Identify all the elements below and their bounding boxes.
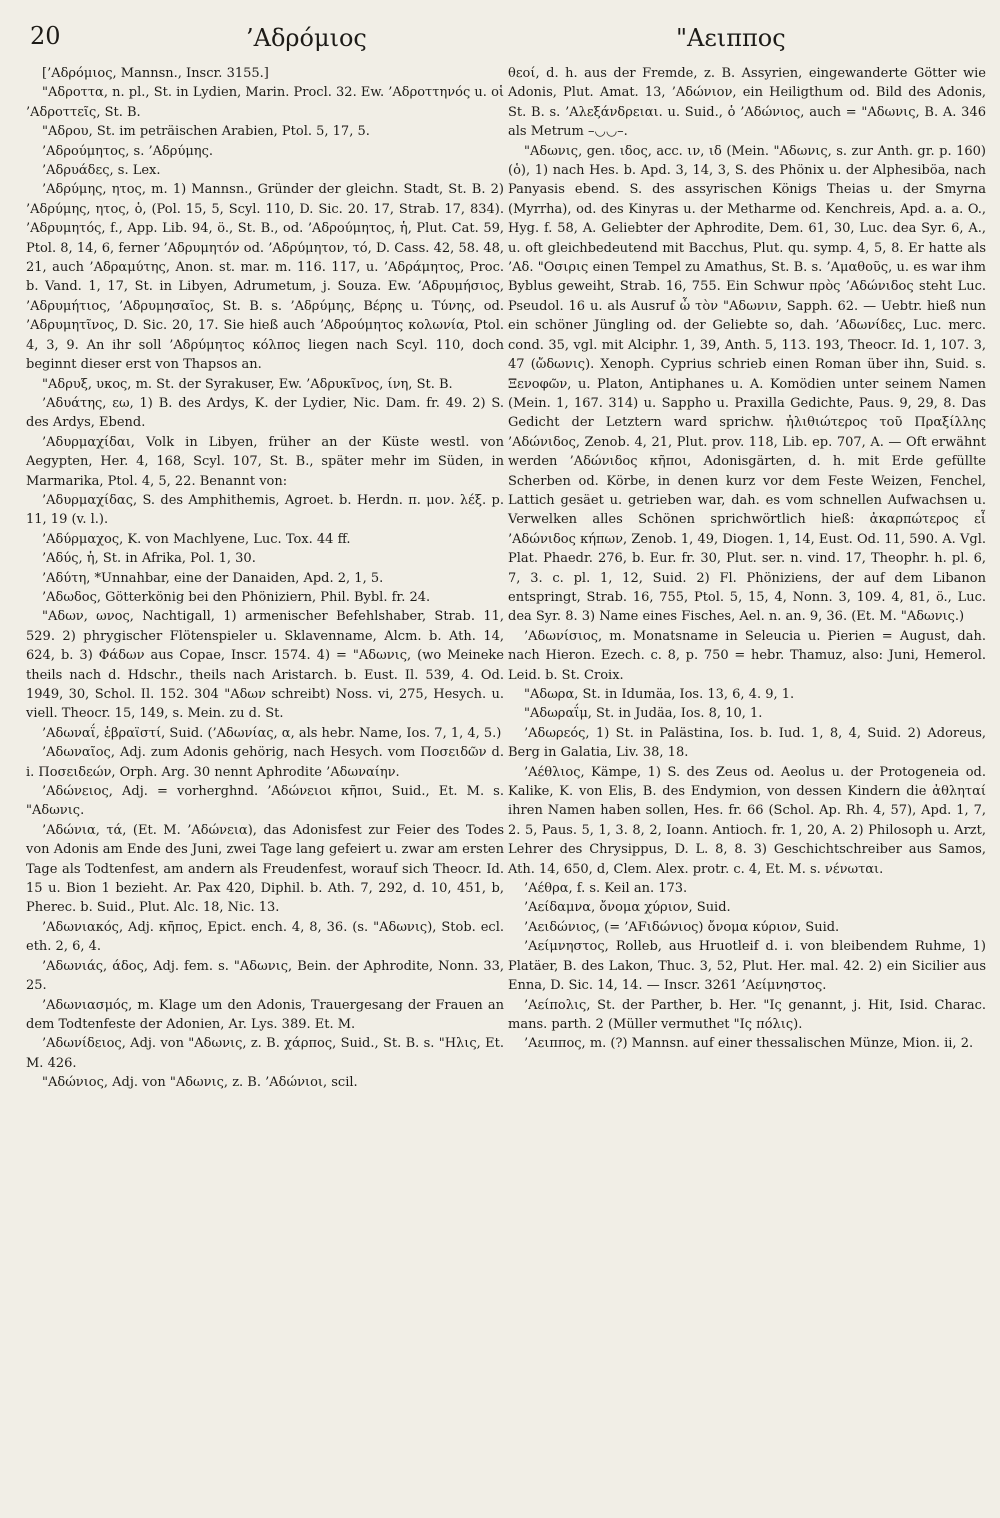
entry: "Αδρου, St. im peträischen Arabien, Ptol. 5, 17, 5. xyxy=(42,124,370,140)
entry: "Αδρυξ, υκος, m. St. der Syrakuser, Ew. ’Αδρυκῖνος, ίνη, St. B. xyxy=(42,376,453,392)
right-column xyxy=(508,64,986,1054)
entry: ’Αείπολις, St. der Parther, b. Her. "Ις genannt, j. Hit, Isid. Charac. mans. parth. 2 (Müller vermuthet "Ις πόλις). xyxy=(508,997,986,1032)
entry: ’Αδωναῖος, Adj. zum Adonis gehörig, nach Hesych. vom Ποσειδῶν d. i. Ποσειδεών, Orph. Arg. 30 nennt Aphrodite ’Αδωναίην. xyxy=(26,745,504,780)
entry: "Αδωνις, gen. ιδος, acc. ιν, ιδ (Mein. "Αδωνις, s. zur Anth. gr. p. 160) (ὁ), 1) nach Hes. b. Apd. 3, 14, 3, S. des Phönix u. der Alphesiböa, nach Panyasis ebend. S. des assyrischen Königs Theias u. der Smyrna (Myrrha), od. des Kinyras u. der Metharme od. Kenchreis, Apd. a. a. O., Hyg. f. 58, A. Geliebter der Aphrodite, Dem. 61, 30, Luc. dea Syr. 6, A., u. oft gleichbedeutend mit Bacchus, Plut. qu. symp. 4, 5, 8. Er hatte als ’Αδ. "Οσιρις einen Tempel zu Amathus, St. B. s. ’Αμαθοῦς, u. es war ihm Byblus geweiht, Strab. 16, 755. Ein Schwur πρὸς ’Αδώνιδος steht Luc. Pseudol. 16 u. als Ausruf ὦ τὸν "Αδωνιν, Sapph. 62. — Uebtr. hieß nun ein schöner Jüngling od. der Geliebte so, dah. ’Αδωνίδες, Luc. merc. cond. 35, vgl. mit Alciphr. 1, 39, Anth. 5, 113. 193, Theocr. Id. 1, 107. 3, 47 (ὤδωνις). Xenoph. Cyprius schrieb einen Roman über ihn, Suid. s. Ξενοφῶν, u. Platon, Antiphanes u. A. Komödien unter seinem Namen (Mein. 1, 167. 314) u. Sappho u. Praxilla Gedichte, Paus. 9, 29, 8. Das Gedicht der Letztern ward sprichw. ἠλιθιώτερος τοῦ Πραξίλλης ’Αδώνιδος, Zenob. 4, 21, Plut. prov. 118, Lib. ep. 707, A. — Oft erwähnt werden ’Αδώνιδος κῆποι, Adonisgärten, d. h. mit Erde gefüllte Scherben od. Körbe, in denen kurz vor dem Feste Weizen, Fenchel, Lattich gesäet u. getrieben war, dah. es vom schnellen Aufwachsen u. Verwelken alles Schönen sprichwörtlich hieß: ἀκαρπώτερος εἶ ’Αδώνιδος κήπων, Zenob. 1, 49, Diogen. 1, 14, Eust. Od. 11, 590. A. Vgl. Plat. Phaedr. 276, b. Eur. fr. 30, Plut. ser. n. vind. 17, Theophr. h. pl. 6, 7, 3. c. pl. 1, 12, Suid. 2) Fl. Phöniziens, der auf dem Libanon entspringt, Strab. 16, 755, Ptol. 5, 15, 4, Nonn. 3, 109. 4, 81, ö., Luc. dea Syr. 8. 3) Name eines Fisches, Ael. n. an. 9, 36. (Et. M. "Αδωνις.) xyxy=(508,143,986,625)
entry: ’Αδύρμαχος, K. von Machlyene, Luc. Tox. 44 ff. xyxy=(42,531,351,547)
entry: ’Αδώνειος, Adj. = vorherghnd. ’Αδώνειοι κῆποι, Suid., Et. M. s. "Αδωνις. xyxy=(26,784,504,819)
entry: ’Αδωνιασμός, m. Klage um den Adonis, Trauergesang der Frauen an dem Todtenfeste der Adonien, Ar. Lys. 389. Et. M. xyxy=(26,997,504,1032)
entry: ’Αδυρμαχίδαι, Volk in Libyen, früher an der Küste westl. von Aegypten, Her. 4, 168, Scyl. 107, St. B., später mehr im Süden, in Marmarika, Ptol. 4, 5, 22. Benannt von: xyxy=(26,434,504,489)
left-column xyxy=(26,64,504,1093)
left-running-headword: ’Αδρόμιος xyxy=(246,24,367,52)
entry: ’Αείδαμνα, ὄνομα χύριον, Suid. xyxy=(524,900,731,916)
entry: [’Αδρόμιος, Mannsn., Inscr. 3155.] xyxy=(42,66,269,81)
entry: ’Αδρούμητος, s. ’Αδρύμης. xyxy=(42,143,213,159)
entry: ’Αδωνιάς, άδος, Adj. fem. s. "Αδωνις, Bein. der Aphrodite, Nonn. 33, 25. xyxy=(26,958,504,994)
entry: ’Αειππος, m. (?) Mannsn. auf einer thessalischen Münze, Mion. ii, 2. xyxy=(524,1036,974,1052)
entry: "Αδώνιος, Adj. von "Αδωνις, z. B. ’Αδώνιοι, scil. xyxy=(42,1075,358,1091)
entry: "Αδροττα, n. pl., St. in Lydien, Marin. Procl. 32. Ew. ’Αδροττηνός u. οἱ ’Αδροττεῖς, St. B. xyxy=(26,85,504,120)
entry: ’Αδύς, ἡ, St. in Afrika, Pol. 1, 30. xyxy=(42,551,256,567)
right-running-headword: "Αειππος xyxy=(676,24,786,52)
entry: ’Αδωρεός, 1) St. in Palästina, Ios. b. Iud. 1, 8, 4, Suid. 2) Adoreus, Berg in Galatia, Liv. 38, 18. xyxy=(508,725,986,761)
entry: ’Αδώνια, τά, (Et. M. ’Αδώνεια), das Adonisfest zur Feier des Todes von Adonis am Ende des Juni, zwei Tage lang gefeiert u. zwar am ersten Tage als Todtenfest, am andern als Freudenfest, worauf sich Theocr. Id. 15 u. Bion 1 bezieht. Ar. Pax 420, Diphil. b. Ath. 7, 292, d. 10, 451, b, Pherec. b. Suid., Plut. Alc. 18, Nic. 13. xyxy=(26,822,504,916)
entry: "Αδωρα, St. in Idumäa, Ios. 13, 6, 4. 9, 1. xyxy=(524,687,795,702)
entry: ’Αδωνιακός, Adj. κῆπος, Epict. ench. 4, 8, 36. (s. "Αδωνις), Stob. ecl. eth. 2, 6, 4. xyxy=(26,919,504,955)
entry: ’Αδωνίσιος, m. Monatsname in Seleucia u. Pierien = August, dah. nach Hieron. Ezech. c. 8, p. 750 = hebr. Thamuz, also: Juni, Hemerol. Leid. b. St. Croix. xyxy=(508,628,986,683)
entry: θεοί, d. h. aus der Fremde, z. B. Assyrien, eingewanderte Götter wie Adonis, Plut. Amat. 13, ’Αδώνιον, ein Heiligthum od. Bild des Adonis, St. B. s. ’Αλεξάνδρειαι. u. Suid., ὁ ’Αδώνιος, auch = "Αδωνις, B. A. 346 als Metrum –◡◡–. xyxy=(508,66,986,140)
entry: ’Αέθλιος, Kämpe, 1) S. des Zeus od. Aeolus u. der Protogeneia od. Kalike, K. von Elis, B. des Endymion, von dessen Kindern die ἀθληταί ihren Namen haben sollen, Hes. fr. 66 (Schol. Ap. Rh. 4, 57), Apd. 1, 7, 2. 5, Paus. 5, 1, 3. 8, 2, Ioann. Antioch. fr. 1, 20, A. 2) Philosoph u. Arzt, Lehrer des Chrysippus, D. L. 8, 8. 3) Geschichtschreiber aus Samos, Ath. 14, 650, d, Clem. Alex. protr. c. 4, Et. M. s. νένωται. xyxy=(508,764,986,877)
entry: ’Αέθρα, f. s. Keil an. 173. xyxy=(524,881,688,897)
entry: ’Αειδώνιος, (= ’ΑFιδώνιος) ὄνομα κύριον, Suid. xyxy=(524,919,840,935)
entry: ’Αδωναΐ, ἑβραϊστί, Suid. (’Αδωνίας, α, als hebr. Name, Ios. 7, 1, 4, 5.) xyxy=(42,725,502,741)
entry: "Αδων, ωνος, Nachtigall, 1) armenischer Befehlshaber, Strab. 11, 529. 2) phrygischer Flötenspieler u. Sklavenname, Alcm. b. Ath. 14, 624, b. 3) Φάδων aus Copae, Inscr. 1574. 4) = "Αδωνις, (wo Meineke theils nach d. Hdschr., theils nach Aristarch. b. Eust. Il. 539, 4. Od. 1949, 30, Schol. Il. 152. 304 "Αδων schreibt) Noss. vi, 275, Hesych. u. viell. Theocr. 15, 149, s. Mein. zu d. St. xyxy=(26,609,504,722)
page-number: 20 xyxy=(30,22,61,50)
entry: "Αδωραΐμ, St. in Judäa, Ios. 8, 10, 1. xyxy=(524,706,763,722)
entry: ’Αείμνηστος, Rolleb, aus Hruotleif d. i. von bleibendem Ruhme, 1) Platäer, B. des Lakon, Thuc. 3, 52, Plut. Her. mal. 42. 2) ein Sicilier aus Enna, D. Sic. 14, 14. — Inscr. 3261 ’Αείμνηστος. xyxy=(508,939,986,994)
entry: ’Αδρυάδες, s. Lex. xyxy=(42,163,161,179)
entry: ’Αδρύμης, ητος, m. 1) Mannsn., Gründer der gleichn. Stadt, St. B. 2) ’Αδρύμης, ητος, ὁ, (Pol. 15, 5, Scyl. 110, D. Sic. 20. 17, Strab. 17, 834). ’Αδρυμητός, f., App. Lib. 94, ö., St. B., od. ’Αδρούμητος, ἡ, Plut. Cat. 59, Ptol. 8, 14, 6, ferner ’Αδρυμητόν od. ’Αδρύμητον, τό, D. Cass. 42, 58. 48, 21, auch ’Αδραμύτης, Anon. st. mar. m. 116. 117, u. ’Αδράμητος, Proc. b. Vand. 1, 17, St. in Libyen, Adrumetum, j. Souza. Ew. ’Αδρυμήσιος, ’Αδρυμήτιος, ’Αδρυμησαῖος, St. B. s. ’Αδρύμης, Βέρης u. Τύνης, od. ’Αδρυμητῖνος, D. Sic. 20, 17. Sie hieß auch ’Αδρούμητος κολωνία, Ptol. 4, 3, 9. An ihr soll ’Αδρύμητος κόλπος liegen nach Scyl. 110, doch beginnt dieser erst von Thapsos an. xyxy=(26,182,504,373)
page-header xyxy=(0,0,1000,60)
entry: ’Αδωνίδειος, Adj. von "Αδωνις, z. B. χάρπος, Suid., St. B. s. "Ηλις, Et. M. 426. xyxy=(26,1036,504,1071)
entry: ’Αδυάτης, εω, 1) B. des Ardys, K. der Lydier, Nic. Dam. fr. 49. 2) S. des Ardys, Ebend. xyxy=(26,395,504,431)
entry: ’Αδυρμαχίδας, S. des Amphithemis, Agroet. b. Herdn. π. μον. λέξ. p. 11, 19 (v. l.). xyxy=(26,492,504,528)
entry: ’Αδωδος, Götterkönig bei den Phöniziern, Phil. Bybl. fr. 24. xyxy=(42,589,431,605)
entry: ’Αδύτη, *Unnahbar, eine der Danaiden, Apd. 2, 1, 5. xyxy=(42,570,384,586)
